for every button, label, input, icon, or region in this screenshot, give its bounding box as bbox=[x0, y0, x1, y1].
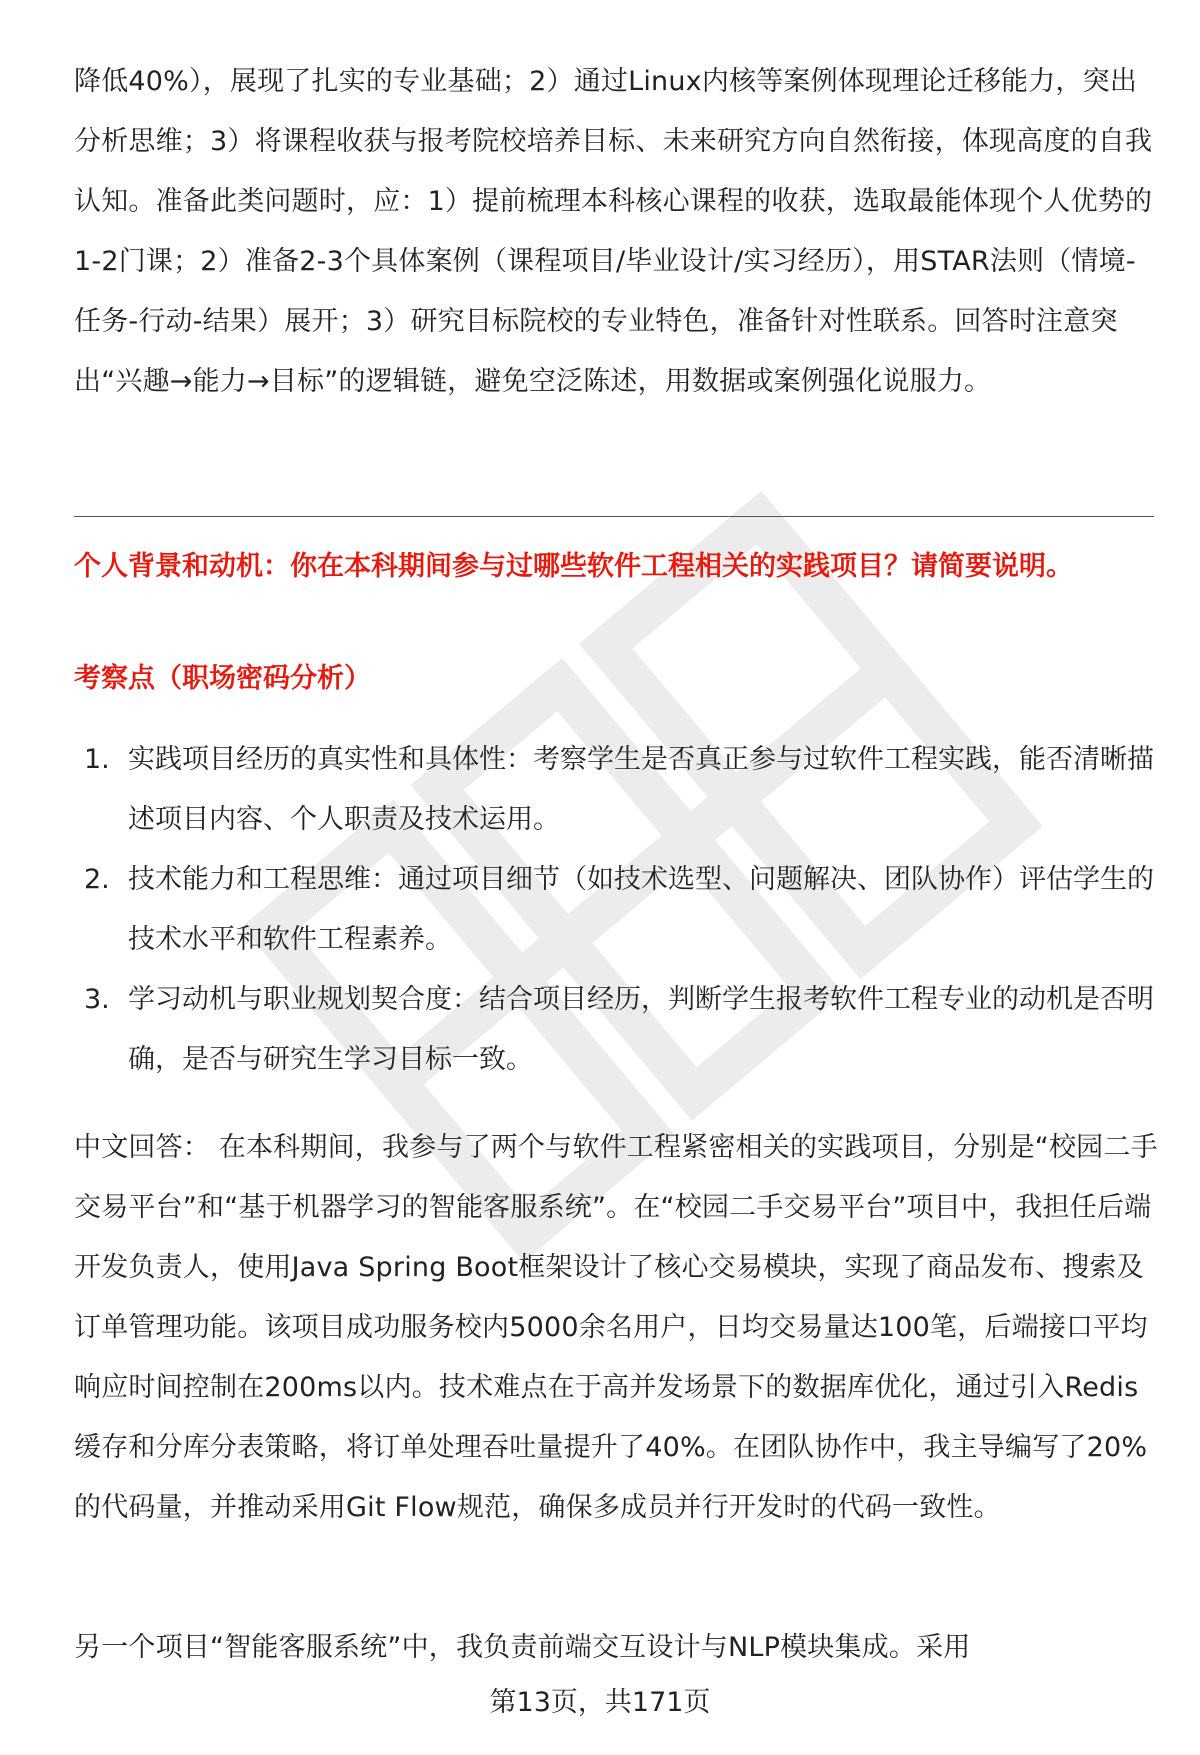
intro-section bbox=[74, 52, 1154, 412]
question-title: 个人背景和动机：你在本科期间参与过哪些软件工程相关的实践项目？请简要说明。 bbox=[74, 551, 1073, 582]
answer-section bbox=[74, 1118, 1159, 1538]
page-footer: 第13页，共171页 bbox=[489, 1687, 711, 1718]
intro-paragraph: 降低40%），展现了扎实的专业基础；2）通过Linux内核等案例体现理论迁移能力，突出分析思维；3）将课程收获与报考院校培养目标、未来研究方向自然衔接，体现高度的自我认知。准备此类问题时，应：1）提前梳理本科核心课程的收获，选取最能体现个人优势的1-2门课；2）准备2-3个具体案例（课程项目/毕业设计/实习经历），用STAR法则（情境-任务-行动-结果）展开；3）研究目标院校的专业特色，准备针对性联系。回答时注意突出“兴趣→能力→目标”的逻辑链，避免空泛陈述，用数据或案例强化说服力。 bbox=[74, 66, 1153, 397]
list-item-text: 实践项目经历的真实性和具体性：考察学生是否真正参与过软件工程实践，能否清晰描述项目内容、个人职责及技术运用。 bbox=[128, 744, 1154, 835]
list-item-number: 3. bbox=[84, 984, 110, 1015]
list-item bbox=[74, 730, 1154, 850]
section-divider bbox=[74, 516, 1154, 517]
answer-section-2 bbox=[74, 1618, 1159, 1678]
answer-paragraph: 中文回答： 在本科期间，我参与了两个与软件工程紧密相关的实践项目，分别是“校园二手交易平台”和“基于机器学习的智能客服系统”。在“校园二手交易平台”项目中，我担任后端开发负责人，使用Java Spring Boot框架设计了核心交易模块，实现了商品发布、搜索及订单管理功能。该项目成功服务校内5000余名用户，日均交易量达100笔，后端接口平均响应时间控制在200ms以内。技术难点在于高并发场景下的数据库优化，通过引入Redis缓存和分库分表策略，将订单处理吞吐量提升了40%。在团队协作中，我主导编写了20%的代码量，并推动采用Git Flow规范，确保多成员并行开发时的代码一致性。 bbox=[74, 1132, 1158, 1523]
list-item bbox=[74, 850, 1154, 970]
points-list bbox=[74, 730, 1154, 1090]
list-item-number: 1. bbox=[84, 744, 110, 775]
analysis-section-title: 考察点（职场密码分析） bbox=[74, 663, 371, 694]
list-item-number: 2. bbox=[84, 864, 110, 895]
list-item bbox=[74, 970, 1154, 1090]
list-item-text: 技术能力和工程思维：通过项目细节（如技术选型、问题解决、团队协作）评估学生的技术水平和软件工程素养。 bbox=[128, 864, 1154, 955]
list-item-text: 学习动机与职业规划契合度：结合项目经历，判断学生报考软件工程专业的动机是否明确，是否与研究生学习目标一致。 bbox=[128, 984, 1154, 1075]
answer-paragraph-2: 另一个项目“智能客服系统”中，我负责前端交互设计与NLP模块集成。采用 bbox=[74, 1632, 971, 1663]
